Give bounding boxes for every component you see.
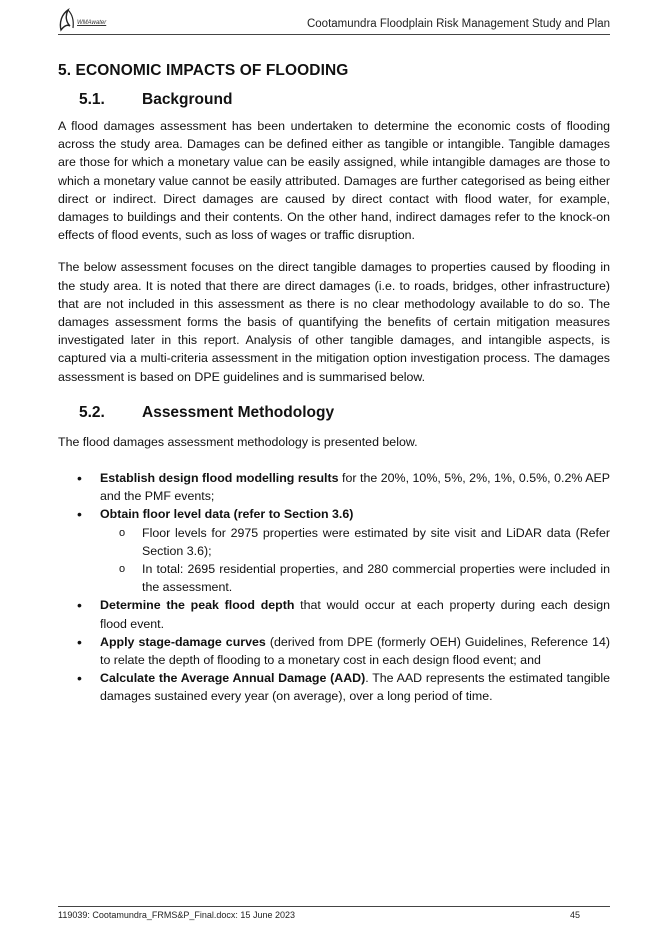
section-title: Assessment Methodology [142, 403, 335, 421]
list-item-bold: Establish design flood modelling results [100, 471, 339, 486]
list-item [58, 469, 610, 505]
document-title: Cootamundra Floodplain Risk Management Study and Plan [306, 18, 610, 30]
methodology-list [58, 469, 610, 706]
section-title: Background [142, 91, 233, 108]
document-reference: 119039: Cootamundra_FRMS&P_Final.docx: 15 June 2023 [58, 910, 295, 920]
list-item-bold: Apply stage-damage curves [100, 634, 266, 649]
sub-list-item: o In total: 2695 residential properties, and 280 commercial properties were included in the assessment. [100, 560, 610, 596]
list-item-text: . The AAD represents the estimated tangible damages sustained every year (on average), over a long period of time. [100, 671, 610, 704]
list-item [58, 633, 610, 669]
list-item [58, 669, 610, 705]
section-heading-methodology [58, 404, 610, 422]
chapter-heading: 5. ECONOMIC IMPACTS OF FLOODING [58, 62, 349, 79]
list-item-bold: Obtain floor level data (refer to Section 3.6) [100, 507, 354, 522]
list-item-text: for the 20%, 10%, 5%, 2%, 1%, 0.5%, 0.2% AEP and the PMF events; [100, 471, 610, 504]
paragraph: A flood damages assessment has been undertaken to determine the economic costs of flooding across the study area. Damages can be defined either as tangible or intangible. Tangible damages are those for which a monetary value can be easily assigned, while intangible damages are those to which a monetary value cannot be easily attributed. Damages are further categorised as being either direct or indirect. Direct damages are caused by direct contact with flood water, for example, damages to buildings and their contents. On the other hand, indirect damages refer to the knock-on effects of flood events, such as loss of wages or traffic disruption. [58, 119, 610, 243]
page-footer [58, 906, 610, 920]
wave-logo-icon [58, 8, 76, 32]
sub-list-item: o Floor levels for 2975 properties were estimated by site visit and LiDAR data (Refer Section 3.6); [100, 524, 610, 560]
list-item [58, 505, 610, 596]
section-number: 5.2. [79, 403, 105, 421]
list-item-text: that would occur at each property during each design flood event. [100, 598, 610, 631]
section-heading-background [58, 91, 610, 109]
company-logo [58, 6, 106, 32]
paragraph: The flood damages assessment methodology is presented below. [58, 434, 418, 449]
paragraph: The below assessment focuses on the direct tangible damages to properties caused by flooding in the study area. It is noted that there are direct damages (i.e. to roads, bridges, other infrastructure) that are not included in this assessment as there is no clear methodology available to do so. The damages assessment forms the basis of quantifying the benefits of certain mitigation measures investigated later in this report. Analysis of other tangible damages, and intangible aspects, is captured via a multi-criteria assessment in the mitigation option investigation process. The damages assessment is based on DPE guidelines and is summarised below. [58, 260, 610, 384]
list-item-bold: Determine the peak flood depth [100, 598, 295, 613]
page-number: 45 [569, 910, 580, 920]
list-item [58, 596, 610, 632]
list-item-text: (derived from DPE (formerly OEH) Guidelines, Reference 14) to relate the depth of flooding to a monetary cost in each design flood event; and [100, 634, 610, 668]
sub-list [100, 524, 610, 597]
list-item-bold: Calculate the Average Annual Damage (AAD) [100, 671, 366, 686]
logo-text: WMAwater [77, 20, 107, 26]
page-header [58, 6, 610, 35]
page-content [58, 62, 610, 706]
section-number: 5.1. [79, 91, 105, 108]
